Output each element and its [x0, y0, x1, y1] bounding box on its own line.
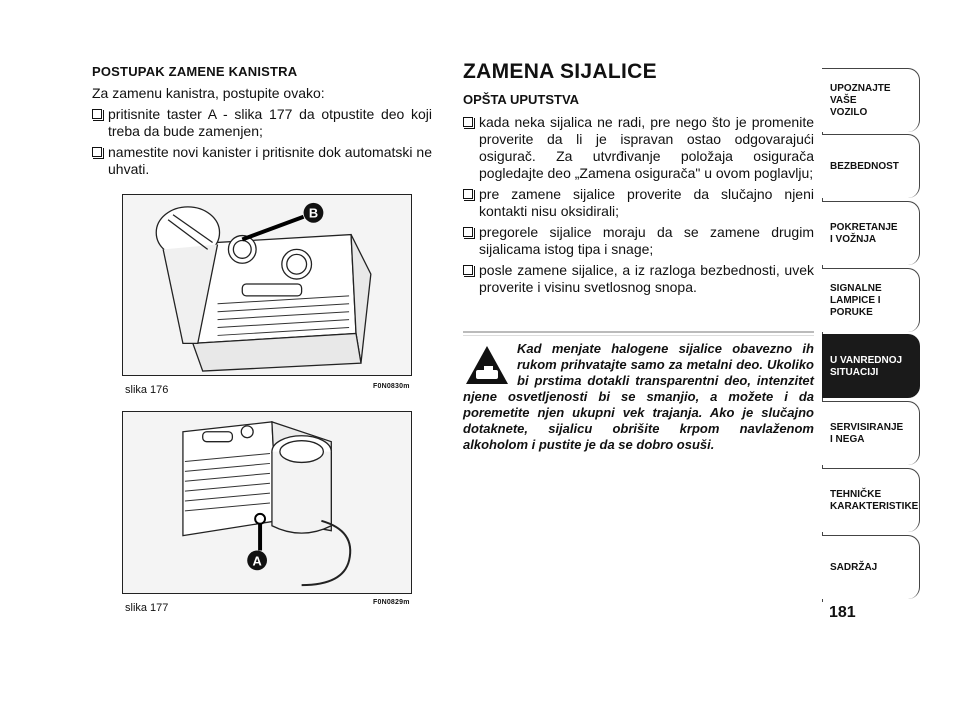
compressor-illustration	[123, 195, 411, 375]
chapter-tabs	[822, 68, 920, 602]
compressor-illustration	[123, 412, 411, 593]
checkbox-bullet-icon	[92, 109, 102, 119]
checkbox-bullet-icon	[463, 189, 473, 199]
tab-signalne-lampice[interactable]: SIGNALNE LAMPICE I PORUKE	[822, 268, 920, 332]
tab-sadrzaj[interactable]: SADRŽAJ	[822, 535, 920, 599]
figure-code: F0N0830m	[373, 383, 410, 390]
figure-code: F0N0829m	[373, 599, 410, 606]
tab-servisiranje-i-nega[interactable]: SERVISIRANJE I NEGA	[822, 401, 920, 465]
checkbox-bullet-icon	[463, 265, 473, 275]
figure-177-compressor-side	[122, 411, 412, 594]
left-column	[92, 64, 432, 182]
callout-b-label: B	[308, 205, 319, 221]
list-item: kada neka sijalica ne radi, pre nego što je promenite proverite da li je ispravan ostao odgovarajući osigurač. Za utvrđivanje položaja osigurača pogledajte deo „Zamena osigurača" u ovom poglavlju;	[463, 114, 814, 182]
tab-u-vanrednoj-situaciji[interactable]: U VANREDNOJ SITUACIJI	[822, 334, 920, 398]
left-bullet-list	[92, 106, 432, 178]
warning-divider	[463, 331, 814, 333]
intro-text: Za zamenu kanistra, postupite ovako:	[92, 85, 325, 101]
tab-upoznajte-vase-vozilo[interactable]: UPOZNAJTE VAŠE VOZILO	[822, 68, 920, 132]
callout-a-label: A	[252, 553, 262, 569]
right-bullet-list	[463, 114, 814, 296]
right-column	[463, 60, 814, 300]
page-title: ZAMENA SIJALICE	[463, 60, 657, 83]
list-item: posle zamene sijalice, a iz razloga bezbednosti, uvek proverite i visinu svetlosnog snopa.	[463, 262, 814, 296]
page-number: 181	[829, 604, 856, 621]
tab-tehnicke-karakteristike[interactable]: TEHNIČKE KARAKTERISTIKE	[822, 468, 920, 532]
checkbox-bullet-icon	[463, 227, 473, 237]
tab-pokretanje-i-voznja[interactable]: POKRETANJE I VOŽNJA	[822, 201, 920, 265]
list-item: namestite novi kanister i pritisnite dok automatski ne uhvati.	[92, 144, 432, 178]
warning-text: Kad menjate halogene sijalice obavezno ih rukom prihvatajte samo za metalni deo. Ukoliko bi prstima dotakli transparentni deo, intenzitet njene osvetljenosti bi se smanjio, a možete i da poremetite njen ukupni vek trajanja. Ako je slučajno dotaknete, sijalicu obrišite krpom navlaženom alkoholom i pustite je da se dobro osuši.	[463, 341, 814, 452]
list-item: pregorele sijalice moraju da se zamene drugim sijalicama istog tipa i snage;	[463, 224, 814, 258]
warning-divider-thin	[463, 335, 814, 336]
section-subtitle: OPŠTA UPUTSTVA	[463, 92, 580, 107]
checkbox-bullet-icon	[463, 117, 473, 127]
figure-176-compressor-top	[122, 194, 412, 376]
tab-bezbednost[interactable]: BEZBEDNOST	[822, 134, 920, 198]
figure-caption: slika 177	[125, 602, 169, 614]
figure-caption: slika 176	[125, 384, 169, 396]
warning-triangle-icon	[464, 344, 510, 386]
section-title: POSTUPAK ZAMENE KANISTRA	[92, 64, 298, 79]
checkbox-bullet-icon	[92, 147, 102, 157]
warning-box	[463, 341, 814, 453]
list-item: pre zamene sijalice proverite da slučajno njeni kontakti nisu oksidirali;	[463, 186, 814, 220]
list-item: pritisnite taster A - slika 177 da otpustite deo koji treba da bude zamenjen;	[92, 106, 432, 140]
